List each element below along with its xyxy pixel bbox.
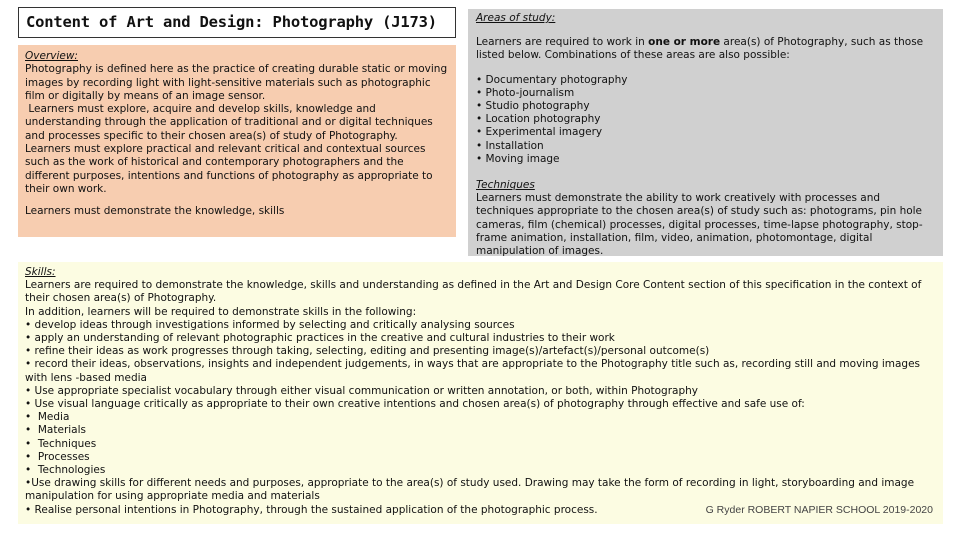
skills-line: • Materials	[25, 424, 86, 437]
techniques-heading: Techniques	[476, 179, 535, 192]
overview-heading: Overview:	[25, 50, 78, 62]
skills-line: • Use visual language critically as appropriate to their own creative intentions and chosen area(s) of photography through effective and safe use of:	[25, 398, 805, 411]
skills-line: • record their ideas, observations, insights and independent judgements, in ways that are appropriate to the Photography title such as, recording still and moving images with lens -based media	[25, 358, 921, 384]
page-title: Content of Art and Design: Photography (J173)	[26, 13, 437, 31]
overview-paragraph: Learners must explore, acquire and develop skills, knowledge and understanding through the application of traditional and or digital techniques and processes specific to their chosen area(s) of study of Photography.	[25, 103, 437, 142]
skills-line: • Techniques	[25, 437, 97, 450]
skills-line: • Processes	[25, 450, 90, 463]
list-item: • Experimental imagery	[476, 126, 603, 139]
overview-paragraph: Learners must explore practical and relevant critical and contextual sources such as the work of historical and contemporary photographers and the different purposes, intentions and functions of photography as appropriate to their own work.	[25, 143, 433, 195]
areas-list	[476, 74, 936, 166]
list-item: • Location photography	[476, 113, 601, 126]
skills-line: • Media	[25, 411, 70, 424]
techniques-text: Learners must demonstrate the ability to work creatively with processes and techniques appropriate to the chosen area(s) of study such as: photograms, pin hole cameras, film (chemical) processes, digital processes, time-lapse photography, stop-frame animation, installation, film, video, animation, photomontage, digital manipulation of images.	[476, 192, 923, 258]
skills-line: • refine their ideas as work progresses through taking, selecting, editing and presenting image(s)/artefact(s)/personal outcome(s)	[25, 345, 710, 358]
areas-heading: Areas of study:	[476, 12, 556, 24]
skills-heading: Skills:	[25, 266, 56, 278]
overview-closing: Learners must demonstrate the knowledge, skills	[25, 205, 285, 218]
skills-line: In addition, learners will be required to demonstrate skills in the following:	[25, 305, 417, 318]
skills-line: •Use drawing skills for different needs and purposes, appropriate to the area(s) of study used. Drawing may take the form of recording in light, storyboarding and image manipulation for using appropriate media and materials	[25, 477, 915, 503]
footer-credit: G Ryder ROBERT NAPIER SCHOOL 2019-2020	[705, 503, 933, 516]
areas-intro: Learners are required to work in one or more area(s) of Photography, such as those listed below. Combinations of these areas are also possible:	[476, 36, 924, 62]
title-box	[18, 7, 456, 38]
skills-line: • Technologies	[25, 464, 106, 477]
list-item: • Photo-journalism	[476, 86, 575, 99]
overview-panel	[18, 45, 456, 237]
areas-panel	[468, 9, 943, 256]
skills-panel	[18, 262, 943, 524]
list-item: • Moving image	[476, 152, 560, 165]
list-item: • Documentary photography	[476, 73, 628, 86]
list-item: • Installation	[476, 139, 544, 152]
skills-line: Learners are required to demonstrate the knowledge, skills and understanding as defined in the Art and Design Core Content section of this specification in the context of their chosen area(s) of Photography.	[25, 279, 922, 305]
skills-line: • develop ideas through investigations informed by selecting and critically analysing sources	[25, 318, 515, 331]
list-item: • Studio photography	[476, 100, 590, 113]
skills-line: • Use appropriate specialist vocabulary through either visual communication or written annotation, or both, within Photography	[25, 384, 699, 397]
skills-line: • Realise personal intentions in Photography, through the sustained application of the photographic process.	[25, 503, 598, 516]
overview-paragraph: Photography is defined here as the practice of creating durable static or moving images by recording light with light-sensitive materials such as photographic film or digitally by means of an image sensor.	[25, 63, 448, 102]
skills-line: • apply an understanding of relevant photographic practices in the creative and cultural industries to their work	[25, 332, 615, 345]
